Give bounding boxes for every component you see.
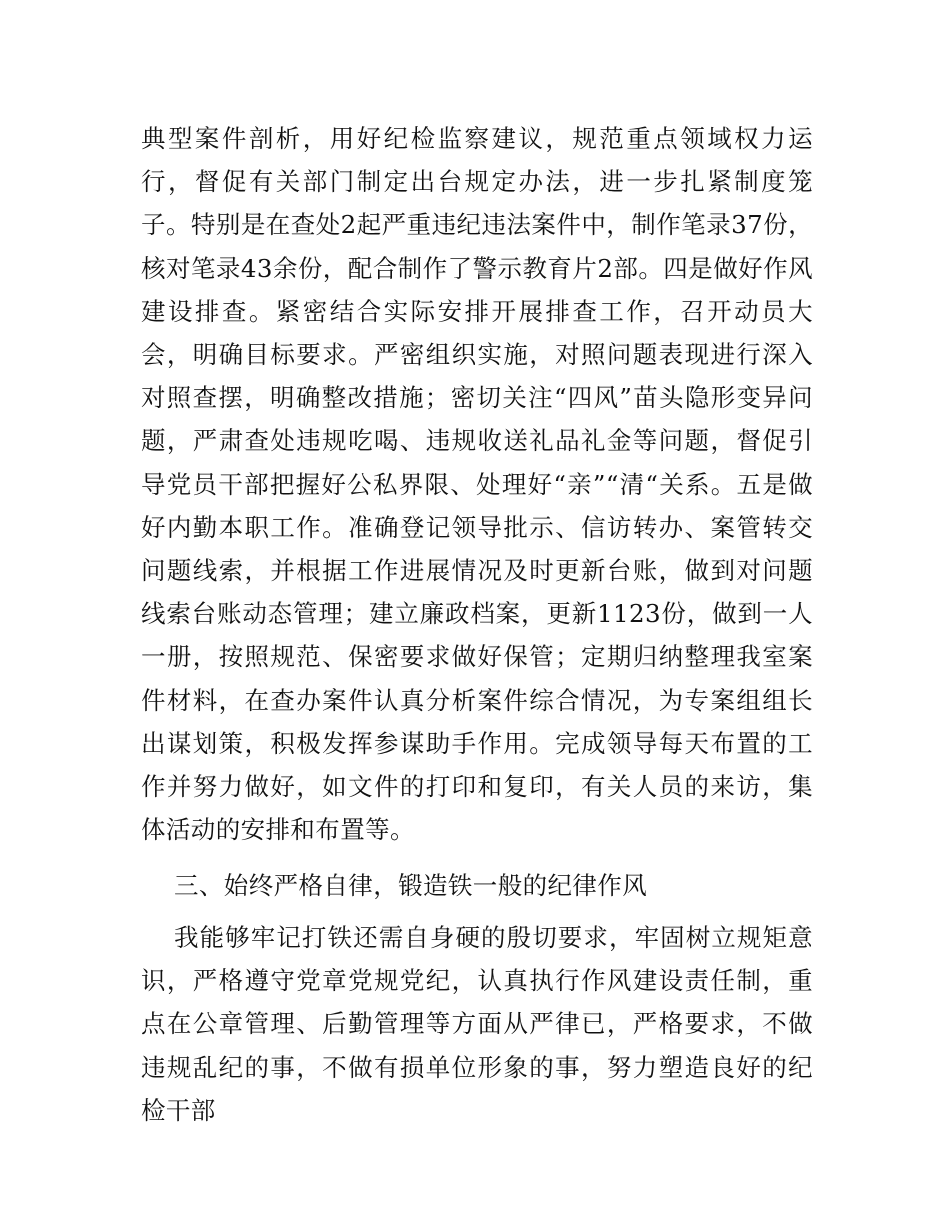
body-paragraph-continuation: 典型案件剖析，用好纪检监察建议，规范重点领域权力运行，督促有关部门制定出台规定办法，进一步扎紧制度笼子。特别是在查处2起严重违纪违法案件中，制作笔录37份，核对笔录43余份，配合制作了警示教育片2部。四是做好作风建设排查。紧密结合实际安排开展排查工作，召开动员大会，明确目标要求。严密组织实施，对照问题表现进行深入对照查摆，明确整改措施；密切关注“四风”苗头隐形变异问题，严肃查处违规吃喝、违规收送礼品礼金等问题，督促引导党员干部把握好公私界限、处理好“亲”“清“关系。五是做好内勤本职工作。准确登记领导批示、信访转办、案管转交问题线索，并根据工作进展情况及时更新台账，做到对问题线索台账动态管理；建立廉政档案，更新1123份，做到一人一册，按照规范、保密要求做好保管；定期归纳整理我室案件材料，在查办案件认真分析案件综合情况，为专案组组长出谋划策，积极发挥参谋助手作用。完成领导每天布置的工作并努力做好，如文件的打印和复印，有关人员的来访，集体活动的安排和布置等。 [141, 124, 813, 845]
body-paragraph: 我能够牢记打铁还需自身硬的殷切要求，牢固树立规矩意识，严格遵守党章党规党纪，认真执行作风建设责任制，重点在公章管理、后勤管理等方面从严律已，严格要求，不做违规乱纪的事，不做有损单位形象的事，努力塑造良好的纪检干部 [141, 923, 813, 1125]
section-heading: 三、始终严格自律，锻造铁一般的纪律作风 [174, 871, 648, 900]
